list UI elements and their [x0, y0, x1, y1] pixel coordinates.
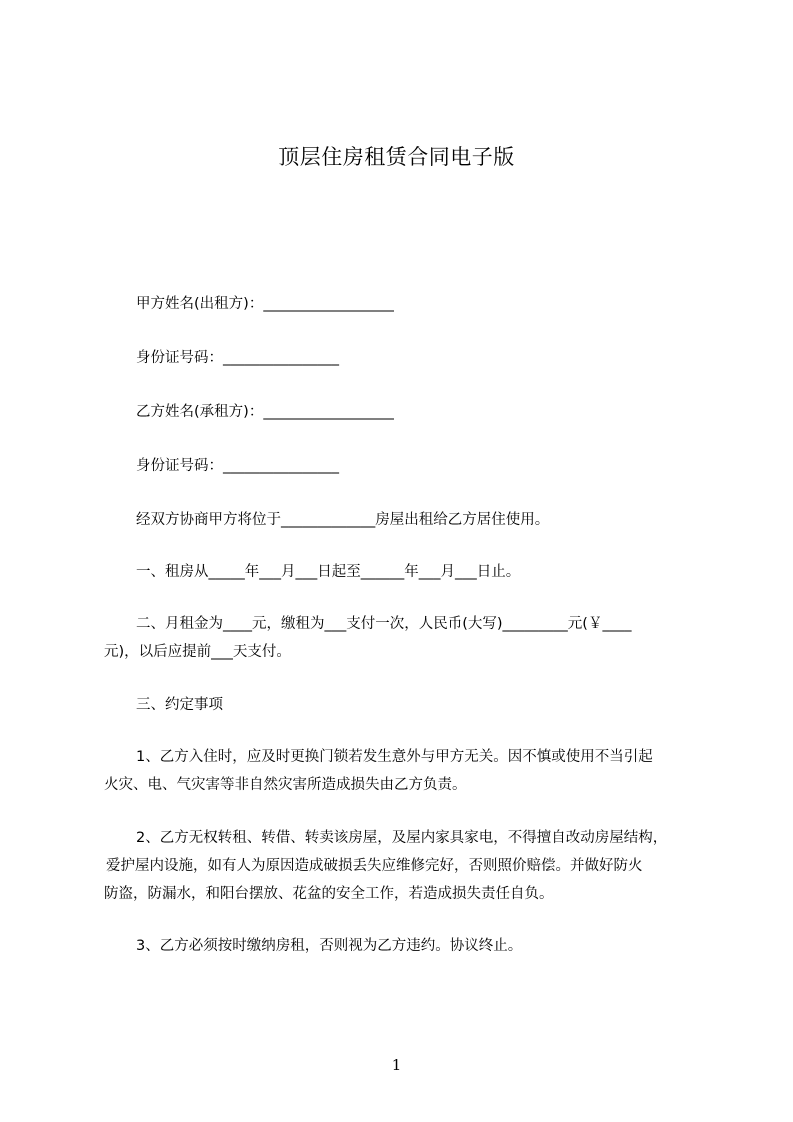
rent-clause-line-1: 二、月租金为____元，缴租为___支付一次，人民币(大写)_________元(￥____: [136, 616, 632, 632]
page-number: 1: [391, 1056, 402, 1074]
clause-2-line-3: 防盗，防漏水，和阳台摆放、花盆的安全工作，若造成损失责任自负。: [104, 886, 554, 902]
party-b-name-line: 乙方姓名(承租方)：__________________: [136, 404, 394, 420]
property-location-line: 经双方协商甲方将位于_____________房屋出租给乙方居住使用。: [136, 512, 550, 528]
clause-1-line-2: 火灾、电、气灾害等非自然灾害所造成损失由乙方负责。: [104, 777, 467, 793]
clause-1-line-1: 1、乙方入住时，应及时更换门锁若发生意外与甲方无关。因不慎或使用不当引起: [136, 749, 653, 765]
party-a-id-line: 身份证号码：________________: [136, 350, 339, 366]
agreed-matters-heading: 三、约定事项: [136, 697, 223, 713]
clause-2-line-2: 爱护屋内设施，如有人为原因造成破损丢失应维修完好，否则照价赔偿。并做好防火: [106, 858, 643, 874]
clause-2-line-1: 2、乙方无权转租、转借、转卖该房屋，及屋内家具家电，不得擅自改动房屋结构，: [136, 830, 668, 846]
clause-3-line-1: 3、乙方必须按时缴纳房租，否则视为乙方违约。协议终止。: [136, 938, 523, 954]
rent-clause-line-2: 元)，以后应提前___天支付。: [104, 644, 291, 660]
lease-term-line: 一、租房从_____年___月___日起至______年___月___日止。: [136, 564, 521, 580]
document-title: 顶层住房租赁合同电子版: [278, 145, 515, 169]
party-a-name-line: 甲方姓名(出租方)：__________________: [136, 296, 394, 312]
party-b-id-line: 身份证号码：________________: [136, 458, 339, 474]
